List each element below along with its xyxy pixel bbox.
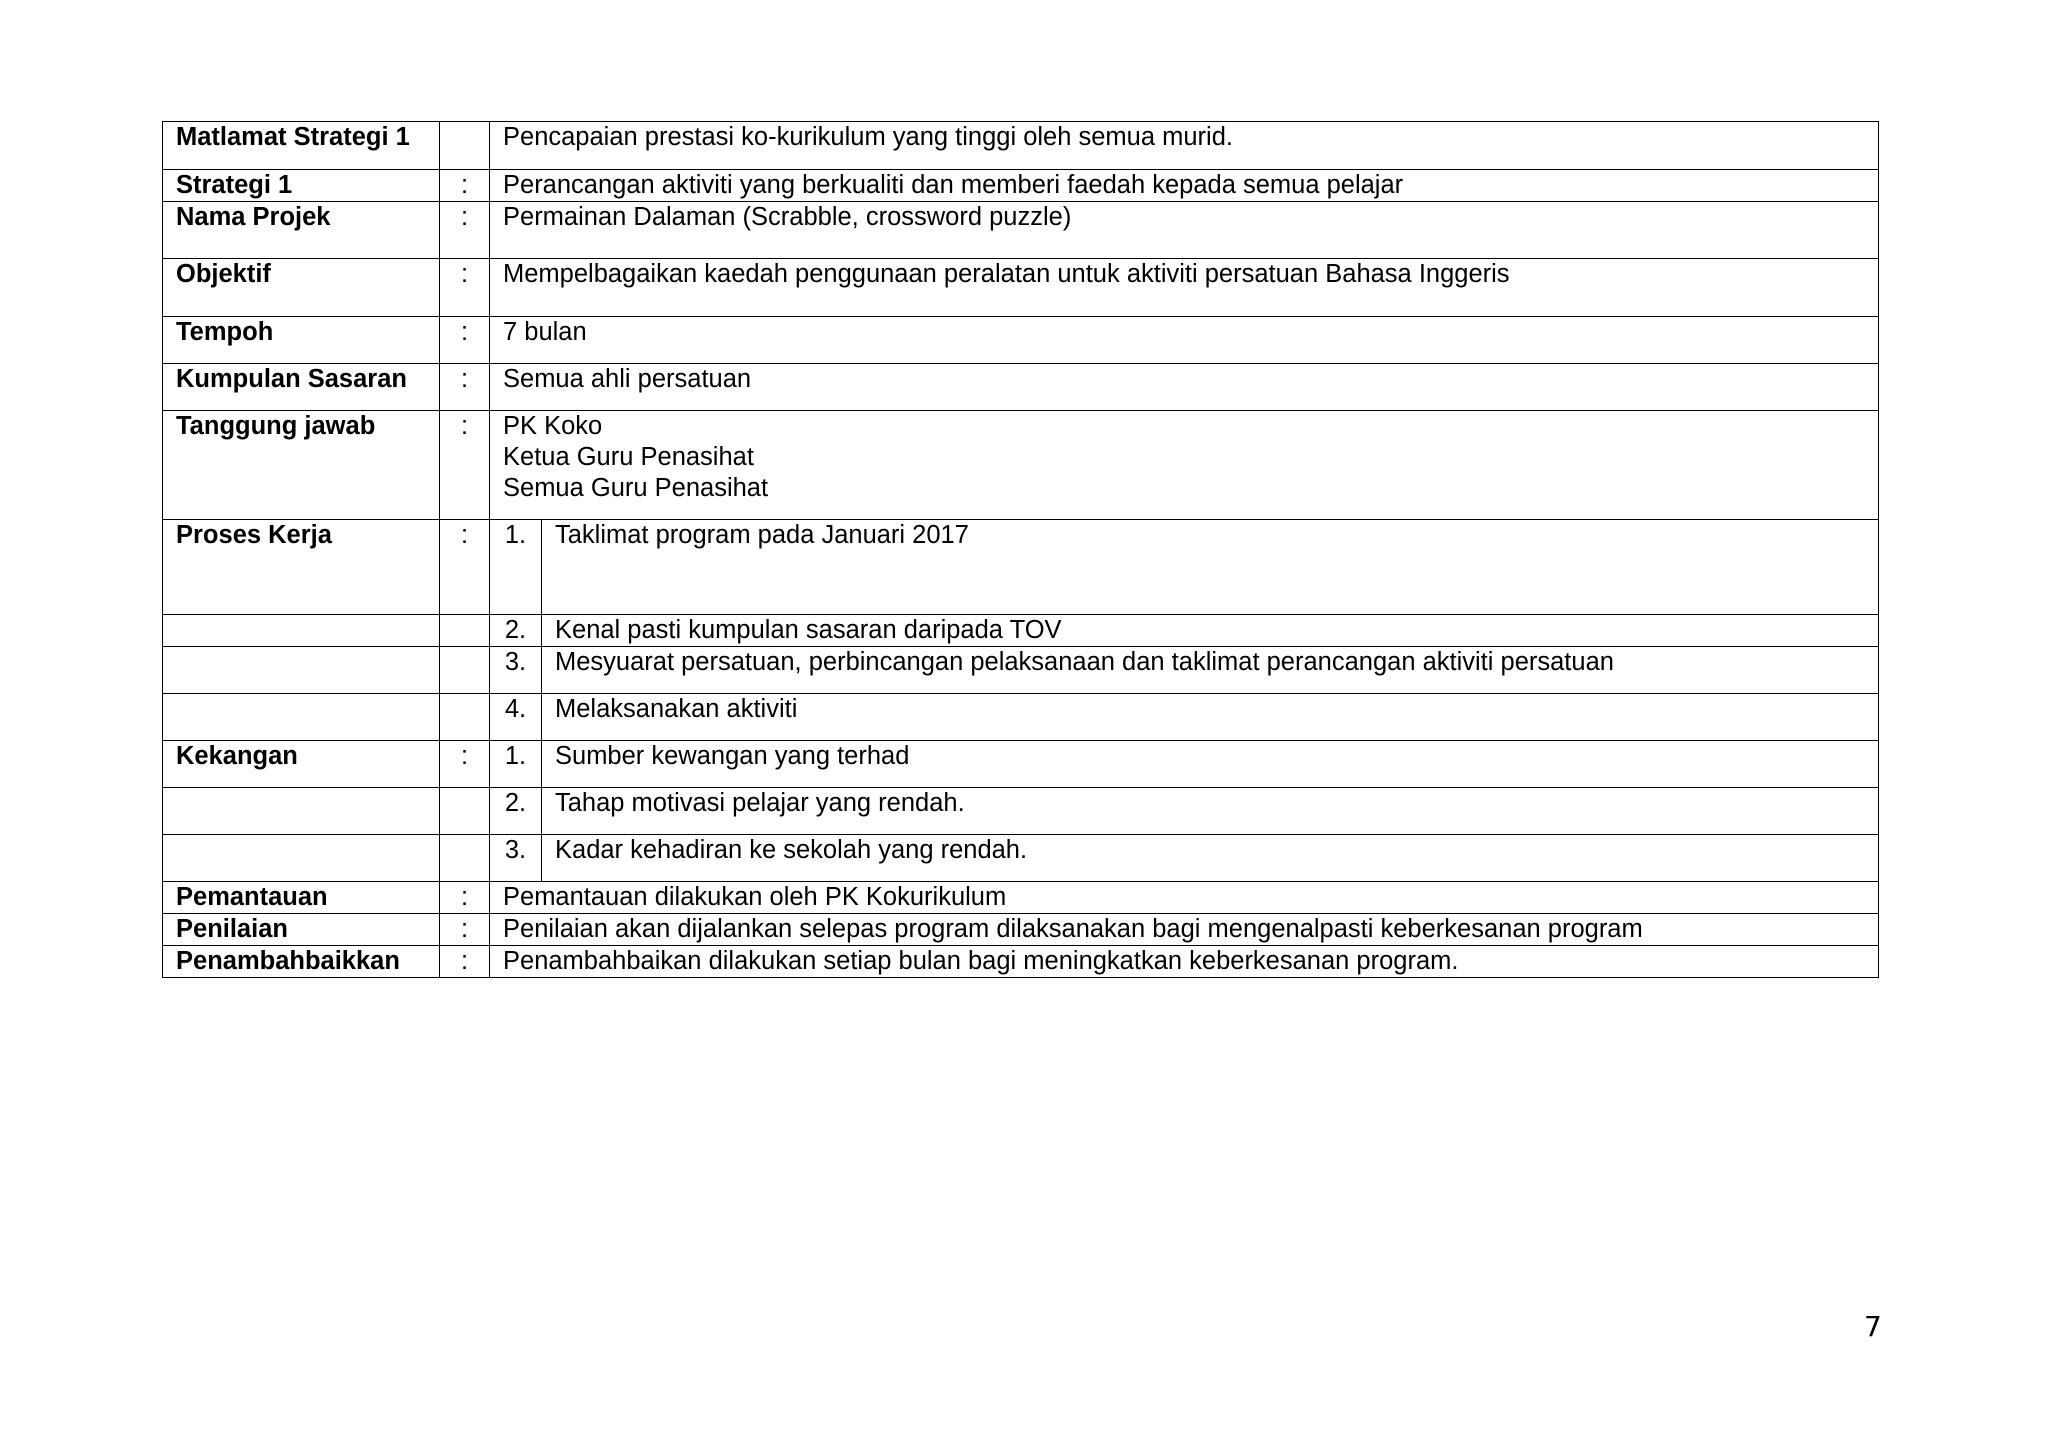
empty-separator-cell	[440, 835, 490, 882]
separator: :	[440, 520, 490, 615]
value-penilaian: Penilaian akan dijalankan selepas program dilaksanakan bagi mengenalpasti keberkesanan program	[490, 914, 1879, 946]
label-matlamat: Matlamat Strategi 1	[163, 122, 440, 170]
separator: :	[440, 259, 490, 317]
value-pemantauan: Pemantauan dilakukan oleh PK Kokurikulum	[490, 882, 1879, 914]
item-text: Sumber kewangan yang terhad	[542, 741, 1879, 788]
item-text: Melaksanakan aktiviti	[542, 694, 1879, 741]
empty-separator-cell	[440, 694, 490, 741]
empty-separator-cell	[440, 647, 490, 694]
empty-label-cell	[163, 694, 440, 741]
item-number: 4.	[490, 694, 542, 741]
row-kekangan-2	[163, 788, 1879, 835]
responsible-line: Semua Guru Penasihat	[503, 474, 769, 502]
row-pemantauan	[163, 882, 1879, 914]
value-nama-projek: Permainan Dalaman (Scrabble, crossword puzzle)	[490, 202, 1879, 259]
separator: :	[440, 411, 490, 520]
value-penambahbaikkan: Penambahbaikan dilakukan setiap bulan bagi meningkatkan keberkesanan program.	[490, 946, 1879, 978]
row-tanggung-jawab	[163, 411, 1879, 520]
row-proses-kerja-3	[163, 647, 1879, 694]
item-text: Mesyuarat persatuan, perbincangan pelaksanaan dan taklimat perancangan aktiviti persatuan	[542, 647, 1879, 694]
item-number: 1.	[490, 741, 542, 788]
item-text: Tahap motivasi pelajar yang rendah.	[542, 788, 1879, 835]
row-tempoh	[163, 317, 1879, 364]
empty-separator-cell	[440, 615, 490, 647]
row-objektif	[163, 259, 1879, 317]
empty-label-cell	[163, 615, 440, 647]
label-objektif: Objektif	[163, 259, 440, 317]
item-number: 3.	[490, 835, 542, 882]
label-proses-kerja: Proses Kerja	[163, 520, 440, 615]
separator	[440, 122, 490, 170]
strategy-table	[162, 121, 1879, 978]
row-penilaian	[163, 914, 1879, 946]
row-nama-projek	[163, 202, 1879, 259]
separator: :	[440, 882, 490, 914]
value-objektif: Mempelbagaikan kaedah penggunaan peralatan untuk aktiviti persatuan Bahasa Inggeris	[490, 259, 1879, 317]
item-text: Kenal pasti kumpulan sasaran daripada TOV	[542, 615, 1879, 647]
item-text: Kadar kehadiran ke sekolah yang rendah.	[542, 835, 1879, 882]
row-penambahbaikkan	[163, 946, 1879, 978]
row-kekangan-3	[163, 835, 1879, 882]
value-kumpulan-sasaran: Semua ahli persatuan	[490, 364, 1879, 411]
label-penambahbaikkan: Penambahbaikkan	[163, 946, 440, 978]
separator: :	[440, 317, 490, 364]
responsible-line: PK Koko	[503, 412, 603, 440]
row-proses-kerja-2	[163, 615, 1879, 647]
separator: :	[440, 364, 490, 411]
row-kumpulan-sasaran	[163, 364, 1879, 411]
label-nama-projek: Nama Projek	[163, 202, 440, 259]
separator: :	[440, 741, 490, 788]
separator: :	[440, 914, 490, 946]
label-tempoh: Tempoh	[163, 317, 440, 364]
value-tanggung-jawab	[490, 411, 1879, 520]
label-kekangan: Kekangan	[163, 741, 440, 788]
row-proses-kerja-1	[163, 520, 1879, 615]
item-number: 3.	[490, 647, 542, 694]
separator: :	[440, 170, 490, 202]
row-matlamat	[163, 122, 1879, 170]
value-strategi: Perancangan aktiviti yang berkualiti dan memberi faedah kepada semua pelajar	[490, 170, 1879, 202]
row-proses-kerja-4	[163, 694, 1879, 741]
label-pemantauan: Pemantauan	[163, 882, 440, 914]
empty-label-cell	[163, 835, 440, 882]
value-matlamat: Pencapaian prestasi ko-kurikulum yang tinggi oleh semua murid.	[490, 122, 1879, 170]
separator: :	[440, 946, 490, 978]
item-number: 2.	[490, 788, 542, 835]
item-text: Taklimat program pada Januari 2017	[542, 520, 1879, 615]
page-number: 7	[1864, 1310, 1882, 1343]
label-penilaian: Penilaian	[163, 914, 440, 946]
separator: :	[440, 202, 490, 259]
item-number: 2.	[490, 615, 542, 647]
row-strategi	[163, 170, 1879, 202]
item-number: 1.	[490, 520, 542, 615]
value-tempoh: 7 bulan	[490, 317, 1879, 364]
label-strategi: Strategi 1	[163, 170, 440, 202]
label-kumpulan-sasaran: Kumpulan Sasaran	[163, 364, 440, 411]
responsible-line: Ketua Guru Penasihat	[503, 443, 754, 471]
empty-separator-cell	[440, 788, 490, 835]
row-kekangan-1	[163, 741, 1879, 788]
empty-label-cell	[163, 647, 440, 694]
label-tanggung-jawab: Tanggung jawab	[163, 411, 440, 520]
empty-label-cell	[163, 788, 440, 835]
